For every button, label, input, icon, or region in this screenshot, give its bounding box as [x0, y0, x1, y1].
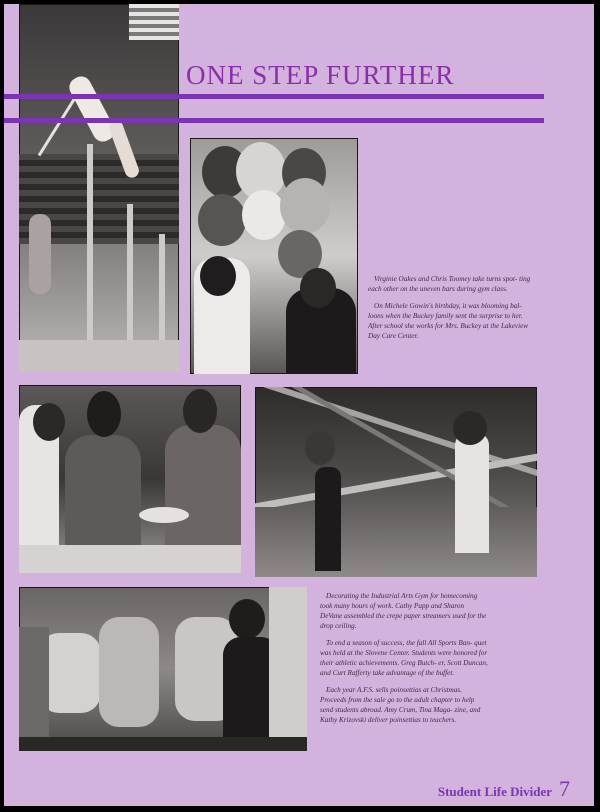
title-rule-top	[4, 94, 544, 99]
photo-balloons	[190, 138, 358, 374]
page-number: 7	[559, 776, 570, 801]
caption-banquet: To end a season of success, the fall All Sports Ban- quet was held at the Slovene Center. Students were honored for their athletic achievements. Greg Butch- er, Scott Duncan, and Curt Rafferty take advantage of the buffet.	[320, 639, 488, 677]
caption-gymnastics: Virginie Oakes and Chris Toomey take turns spot- ting each other on the uneven bars during gym class.	[368, 275, 531, 293]
caption-lower	[320, 591, 488, 732]
page-title: ONE STEP FURTHER	[186, 60, 455, 90]
section-name: Student Life Divider	[437, 784, 552, 799]
page-footer	[438, 776, 570, 802]
caption-upper	[368, 274, 538, 348]
photo-gymnastics	[19, 4, 179, 372]
yearbook-page	[4, 4, 594, 806]
caption-decorating: Decorating the Industrial Arts Gym for homecoming took many hours of work. Cathy Papp and Sharon DeVane assembled the crepe paper streamers used for the drop ceiling.	[320, 592, 487, 630]
title-rule-bottom	[4, 118, 544, 123]
caption-balloons: On Michele Gowin's birthday, it was blooming bal- loons when the Buckey family sent the surprise to her. After school she works for Mrs. Buckey at the Lakeview Day Care Center.	[368, 302, 529, 340]
photo-poinsettias	[19, 587, 307, 751]
caption-poinsettias: Each year A.F.S. sells poinsettias at Christmas. Proceeds from the sale go to the adult chapter to help send students abroad. Amy Crum, Tina Maga- zine, and Kathy Krizovski deliver poinsettias to teachers.	[320, 686, 481, 724]
photo-banquet	[19, 385, 241, 573]
photo-gym-decorating	[255, 387, 537, 577]
